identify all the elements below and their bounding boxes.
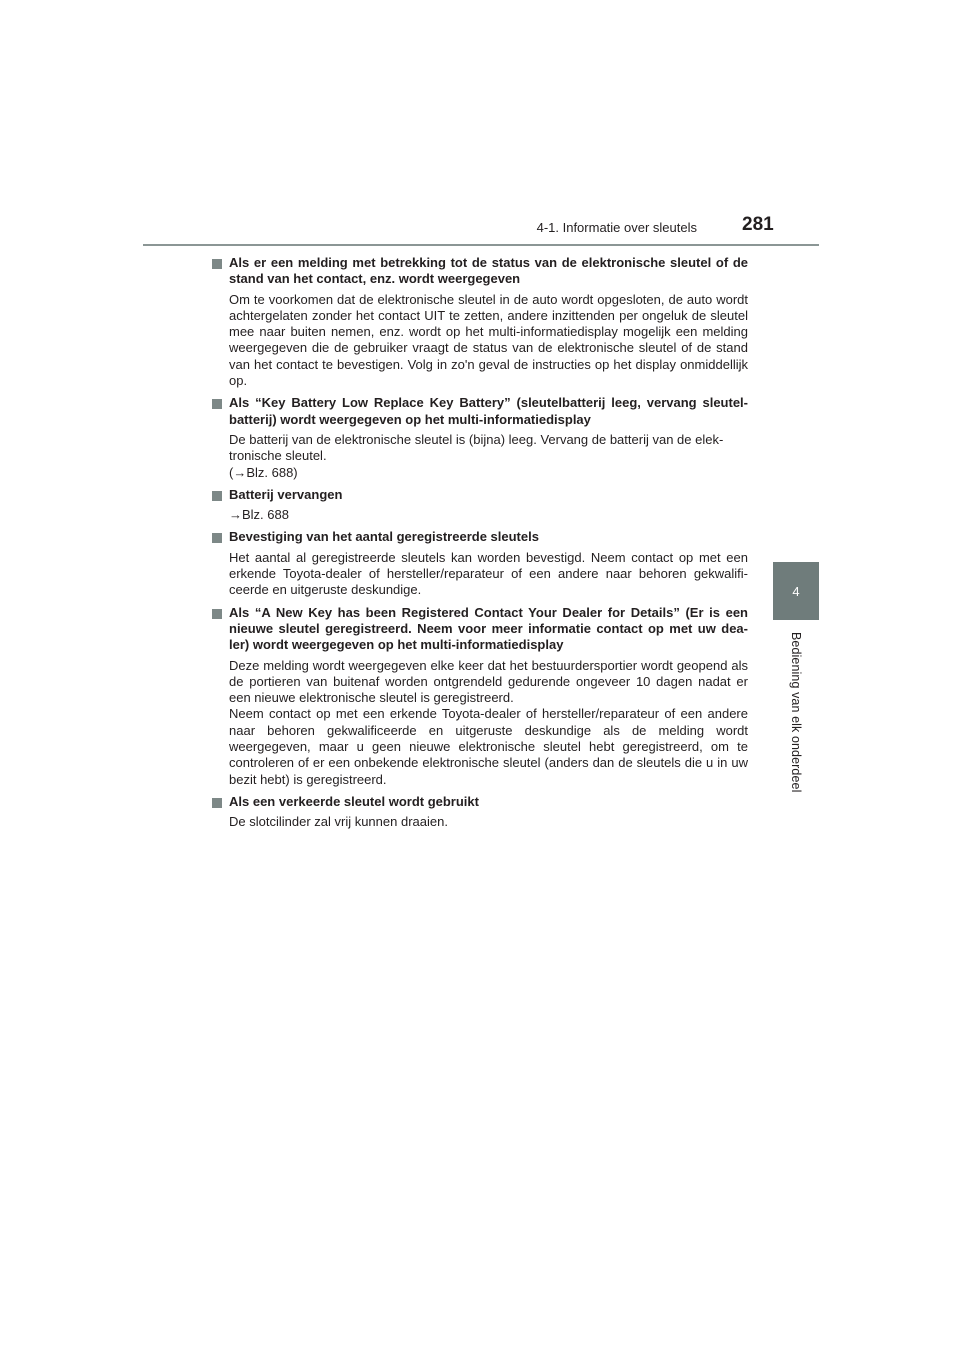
section-body (212, 658, 748, 788)
square-bullet-icon (212, 798, 222, 808)
square-bullet-icon (212, 491, 222, 501)
chapter-title: Bediening van elk onderdeel (789, 632, 803, 793)
page-reference-link[interactable]: →Blz. 688 (229, 507, 289, 523)
chapter-number: 4 (792, 583, 800, 599)
section-heading: Als een verkeerde sleutel wordt gebruikt (212, 794, 748, 810)
section-key-battery-low (212, 395, 748, 480)
paragraph: Deze melding wordt weergegeven elke keer dat het bestuurdersportier wordt geopend als de portieren van buitenaf worden ontgrendeld gedurende ongeveer 10 dagen nadat er een nieuwe elektronische sleutel is geregistreerd. (229, 657, 748, 706)
section-body (212, 550, 748, 599)
chapter-tab (773, 562, 819, 620)
section-registered-keys (212, 529, 748, 598)
page-content (212, 255, 748, 837)
paragraph: De batterij van de elektronische sleutel is (bijna) leeg. Vervang de batterij van de elek-tronische sleutel. (229, 431, 724, 464)
section-heading: Als er een melding met betrekking tot de status van de elektronische sleutel of de stand van het contact, enz. wordt weergegeven (212, 255, 748, 288)
header-section-title: 4-1. Informatie over sleutels (536, 220, 697, 235)
square-bullet-icon (212, 259, 222, 269)
section-new-key-registered (212, 605, 748, 788)
paragraph: De slotcilinder zal vrij kunnen draaien. (229, 814, 448, 830)
section-heading: Als “A New Key has been Registered Contact Your Dealer for Details” (Er is een nieuwe sleutel geregistreerd. Neem voor meer informatie contact op met uw dea-ler) wordt weergegeven op het multi-informatiedisplay (212, 605, 748, 654)
paragraph: Om te voorkomen dat de elektronische sleutel in de auto wordt opgesloten, de auto wordt achtergelaten zonder het contact UIT te zetten, andere inzittenden per ongeluk de sleutel mee naar buiten nemen, enz. wordt op het multi-informatiedisplay mogelijk een melding weergegeven die de gebruiker vraagt de status van de elektronische sleutel of de stand van het contact te bevestigen. Volg in zo'n geval de instructies op het display onmiddellijk op. (229, 291, 748, 389)
section-body (212, 814, 748, 830)
section-body (212, 292, 748, 390)
section-wrong-key (212, 794, 748, 831)
section-body (212, 507, 748, 523)
section-heading: Als “Key Battery Low Replace Key Battery” (sleutelbatterij leeg, vervang sleutel-batterij) wordt weergegeven op het multi-informatiedisplay (212, 395, 748, 428)
section-message-key-status (212, 255, 748, 389)
section-body (212, 432, 748, 481)
paragraph: Neem contact op met een erkende Toyota-dealer of hersteller/reparateur of een andere naar behoren gekwalificeerde en uitgeruste deskundige als de melding wordt weergegeven, maar u geen nieuwe elektronische sleutel hebt geregistreerd, om te controleren of er een onbekende elektronische sleutel (anders dan de sleutels die u in uw bezit hebt) is geregistreerd. (229, 706, 748, 787)
page-reference-link[interactable]: (→Blz. 688) (229, 464, 298, 480)
section-heading: Bevestiging van het aantal geregistreerde sleutels (212, 529, 748, 545)
section-heading: Batterij vervangen (212, 487, 748, 503)
square-bullet-icon (212, 399, 222, 409)
square-bullet-icon (212, 609, 222, 619)
page-header (0, 0, 960, 250)
header-divider (143, 244, 819, 246)
paragraph: Het aantal al geregistreerde sleutels kan worden bevestigd. Neem contact op met een erkende Toyota-dealer of hersteller/reparateur of een andere naar behoren gekwalifi-ceerde en uitgeruste deskundige. (229, 549, 748, 598)
page-number: 281 (742, 214, 774, 235)
square-bullet-icon (212, 533, 222, 543)
section-battery-replace (212, 487, 748, 524)
